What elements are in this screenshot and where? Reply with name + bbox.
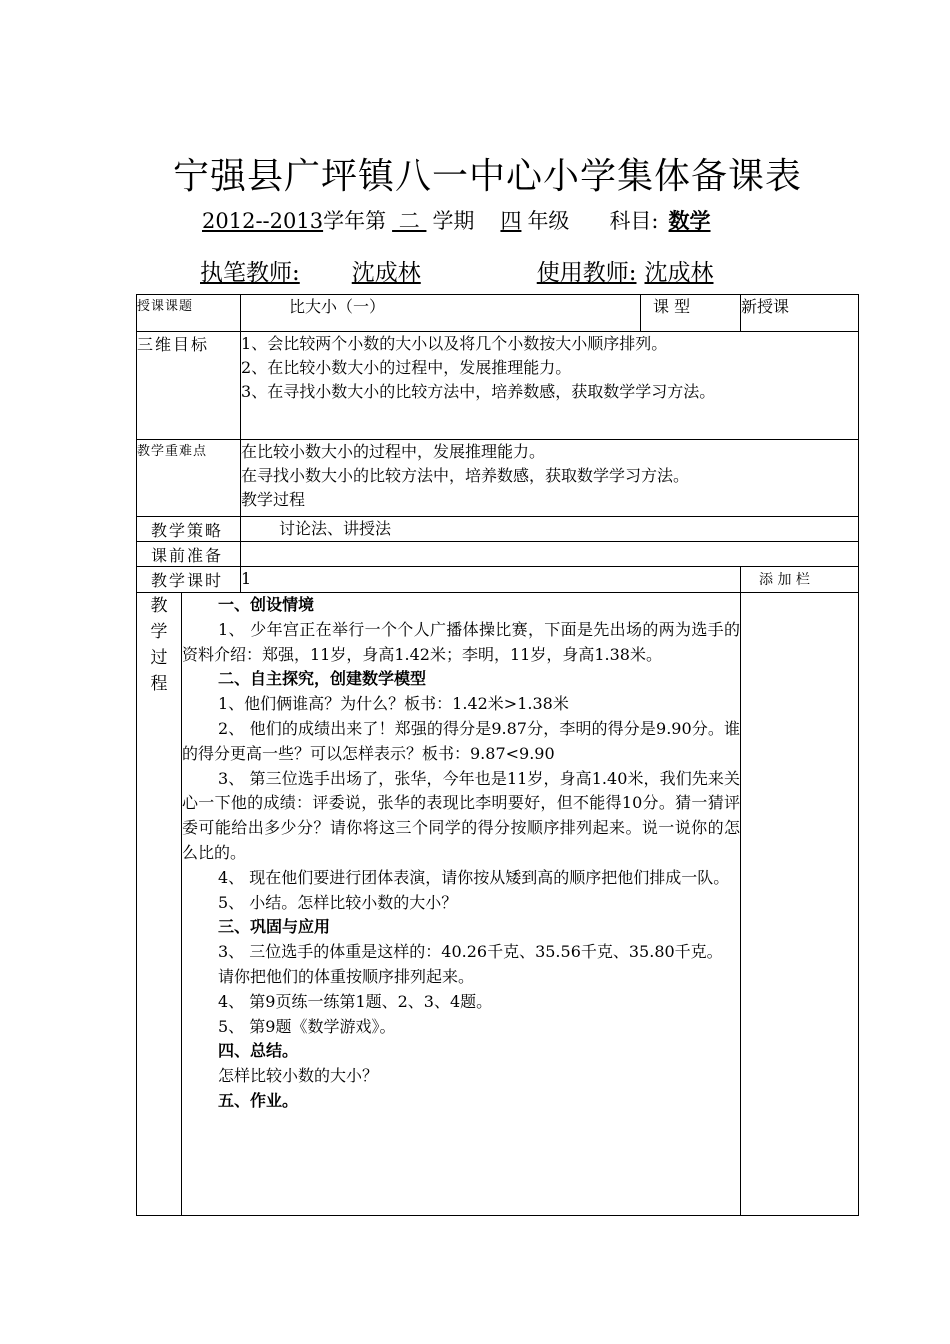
process-label: 教 学 过 程 <box>137 593 182 1216</box>
goal-item: 3、在寻找小数大小的比较方法中，培养数感，获取数学学习方法。 <box>241 382 716 401</box>
teacher-line <box>200 254 728 287</box>
subject-value: 数学 <box>668 208 711 233</box>
process-paragraph: 1、 少年宫正在举行一个个人广播体操比赛，下面是先出场的两为选手的资料介绍：郑强，11岁，身高1.42米；李明，11岁，身高1.38米。 <box>182 619 741 664</box>
key-point-item: 在比较小数大小的过程中，发展推理能力。 <box>241 442 546 461</box>
goal-item: 1、会比较两个小数的大小以及将几个小数按大小顺序排列。 <box>241 334 668 353</box>
section-heading: 一、创设情境 <box>218 595 315 614</box>
process-content <box>182 593 741 1216</box>
term-line <box>202 205 747 235</box>
process-paragraph: 5、 第9题《数学游戏》。 <box>218 1016 396 1036</box>
key-point-item: 在寻找小数大小的比较方法中，培养数感，获取数学学习方法。 <box>241 466 690 485</box>
topic-value: 比大小（一） <box>241 295 641 332</box>
key-point-item: 教学过程 <box>241 490 306 509</box>
user-name: 沈成林 <box>644 260 714 286</box>
goals-list <box>241 332 859 440</box>
section-heading: 二、自主探究，创建数学模型 <box>218 669 427 689</box>
type-label: 课 型 <box>641 295 741 332</box>
process-paragraph: 3、 第三位选手出场了，张华，今年也是11岁，身高1.40米，我们先来关心一下他的成绩：评委说，张华的表现比李明要好，但不能得10分。猜一猜评委可能给出多少分？请你将这三个同学的得分按顺序排列起来。说一说你的怎么比的。 <box>182 768 741 862</box>
add-column <box>741 593 859 1216</box>
writer-name: 沈成林 <box>351 260 421 286</box>
prep-label: 课前准备 <box>137 542 241 567</box>
school-year-suffix: 学年第 <box>323 209 387 233</box>
process-paragraph: 4、 第9页练一练第1题、2、3、4题。 <box>218 991 493 1011</box>
process-paragraph: 1、他们俩谁高？为什么？板书：1.42米>1.38米 <box>218 694 569 714</box>
strategy-label: 教学策略 <box>137 517 241 542</box>
subject-label: 科目: <box>609 209 659 233</box>
process-paragraph: 3、 三位选手的体重是这样的：40.26千克、35.56千克、35.80千克。 <box>218 942 723 962</box>
term-value: 二 <box>392 209 427 233</box>
goals-label: 三维目标 <box>137 332 241 440</box>
grade-value: 四 <box>500 209 522 233</box>
goal-item: 2、在比较小数大小的过程中，发展推理能力。 <box>241 358 572 377</box>
section-heading: 三、巩固与应用 <box>218 917 331 937</box>
process-paragraph: 请你把他们的体重按顺序排列起来。 <box>218 966 475 986</box>
section-heading: 五、作业。 <box>218 1090 299 1110</box>
prep-value <box>241 542 859 567</box>
hours-value: 1 <box>241 567 741 593</box>
add-column-label: 添 加 栏 <box>741 567 859 593</box>
process-paragraph: 怎样比较小数的大小？ <box>218 1066 379 1086</box>
section-heading: 四、总结。 <box>218 1041 299 1061</box>
process-paragraph: 4、 现在他们要进行团体表演，请你按从矮到高的顺序把他们排成一队。 <box>218 867 730 887</box>
topic-label: 授课课题 <box>137 295 241 332</box>
key-points-list <box>241 440 859 517</box>
user-label: 使用教师: <box>536 260 637 286</box>
writer-group <box>200 260 728 286</box>
grade-suffix: 年级 <box>527 209 570 233</box>
lesson-plan-table <box>136 294 859 1216</box>
writer-label: 执笔教师: <box>200 260 300 286</box>
school-year: 2012--2013 <box>202 209 324 233</box>
page-title: 宁强县广坪镇八一中心小学集体备课表 <box>172 156 802 197</box>
key-points-label: 教学重难点 <box>137 440 241 517</box>
type-value: 新授课 <box>741 295 859 332</box>
process-paragraph: 2、 他们的成绩出来了！郑强的得分是9.87分，李明的得分是9.90分。谁的得分更高一些？可以怎样表示？板书：9.87<9.90 <box>182 718 741 763</box>
process-paragraph: 5、 小结。怎样比较小数的大小？ <box>218 892 458 912</box>
term-suffix: 学期 <box>432 209 475 233</box>
hours-label: 教学课时 <box>137 567 241 593</box>
strategy-value: 讨论法、讲授法 <box>241 517 859 542</box>
